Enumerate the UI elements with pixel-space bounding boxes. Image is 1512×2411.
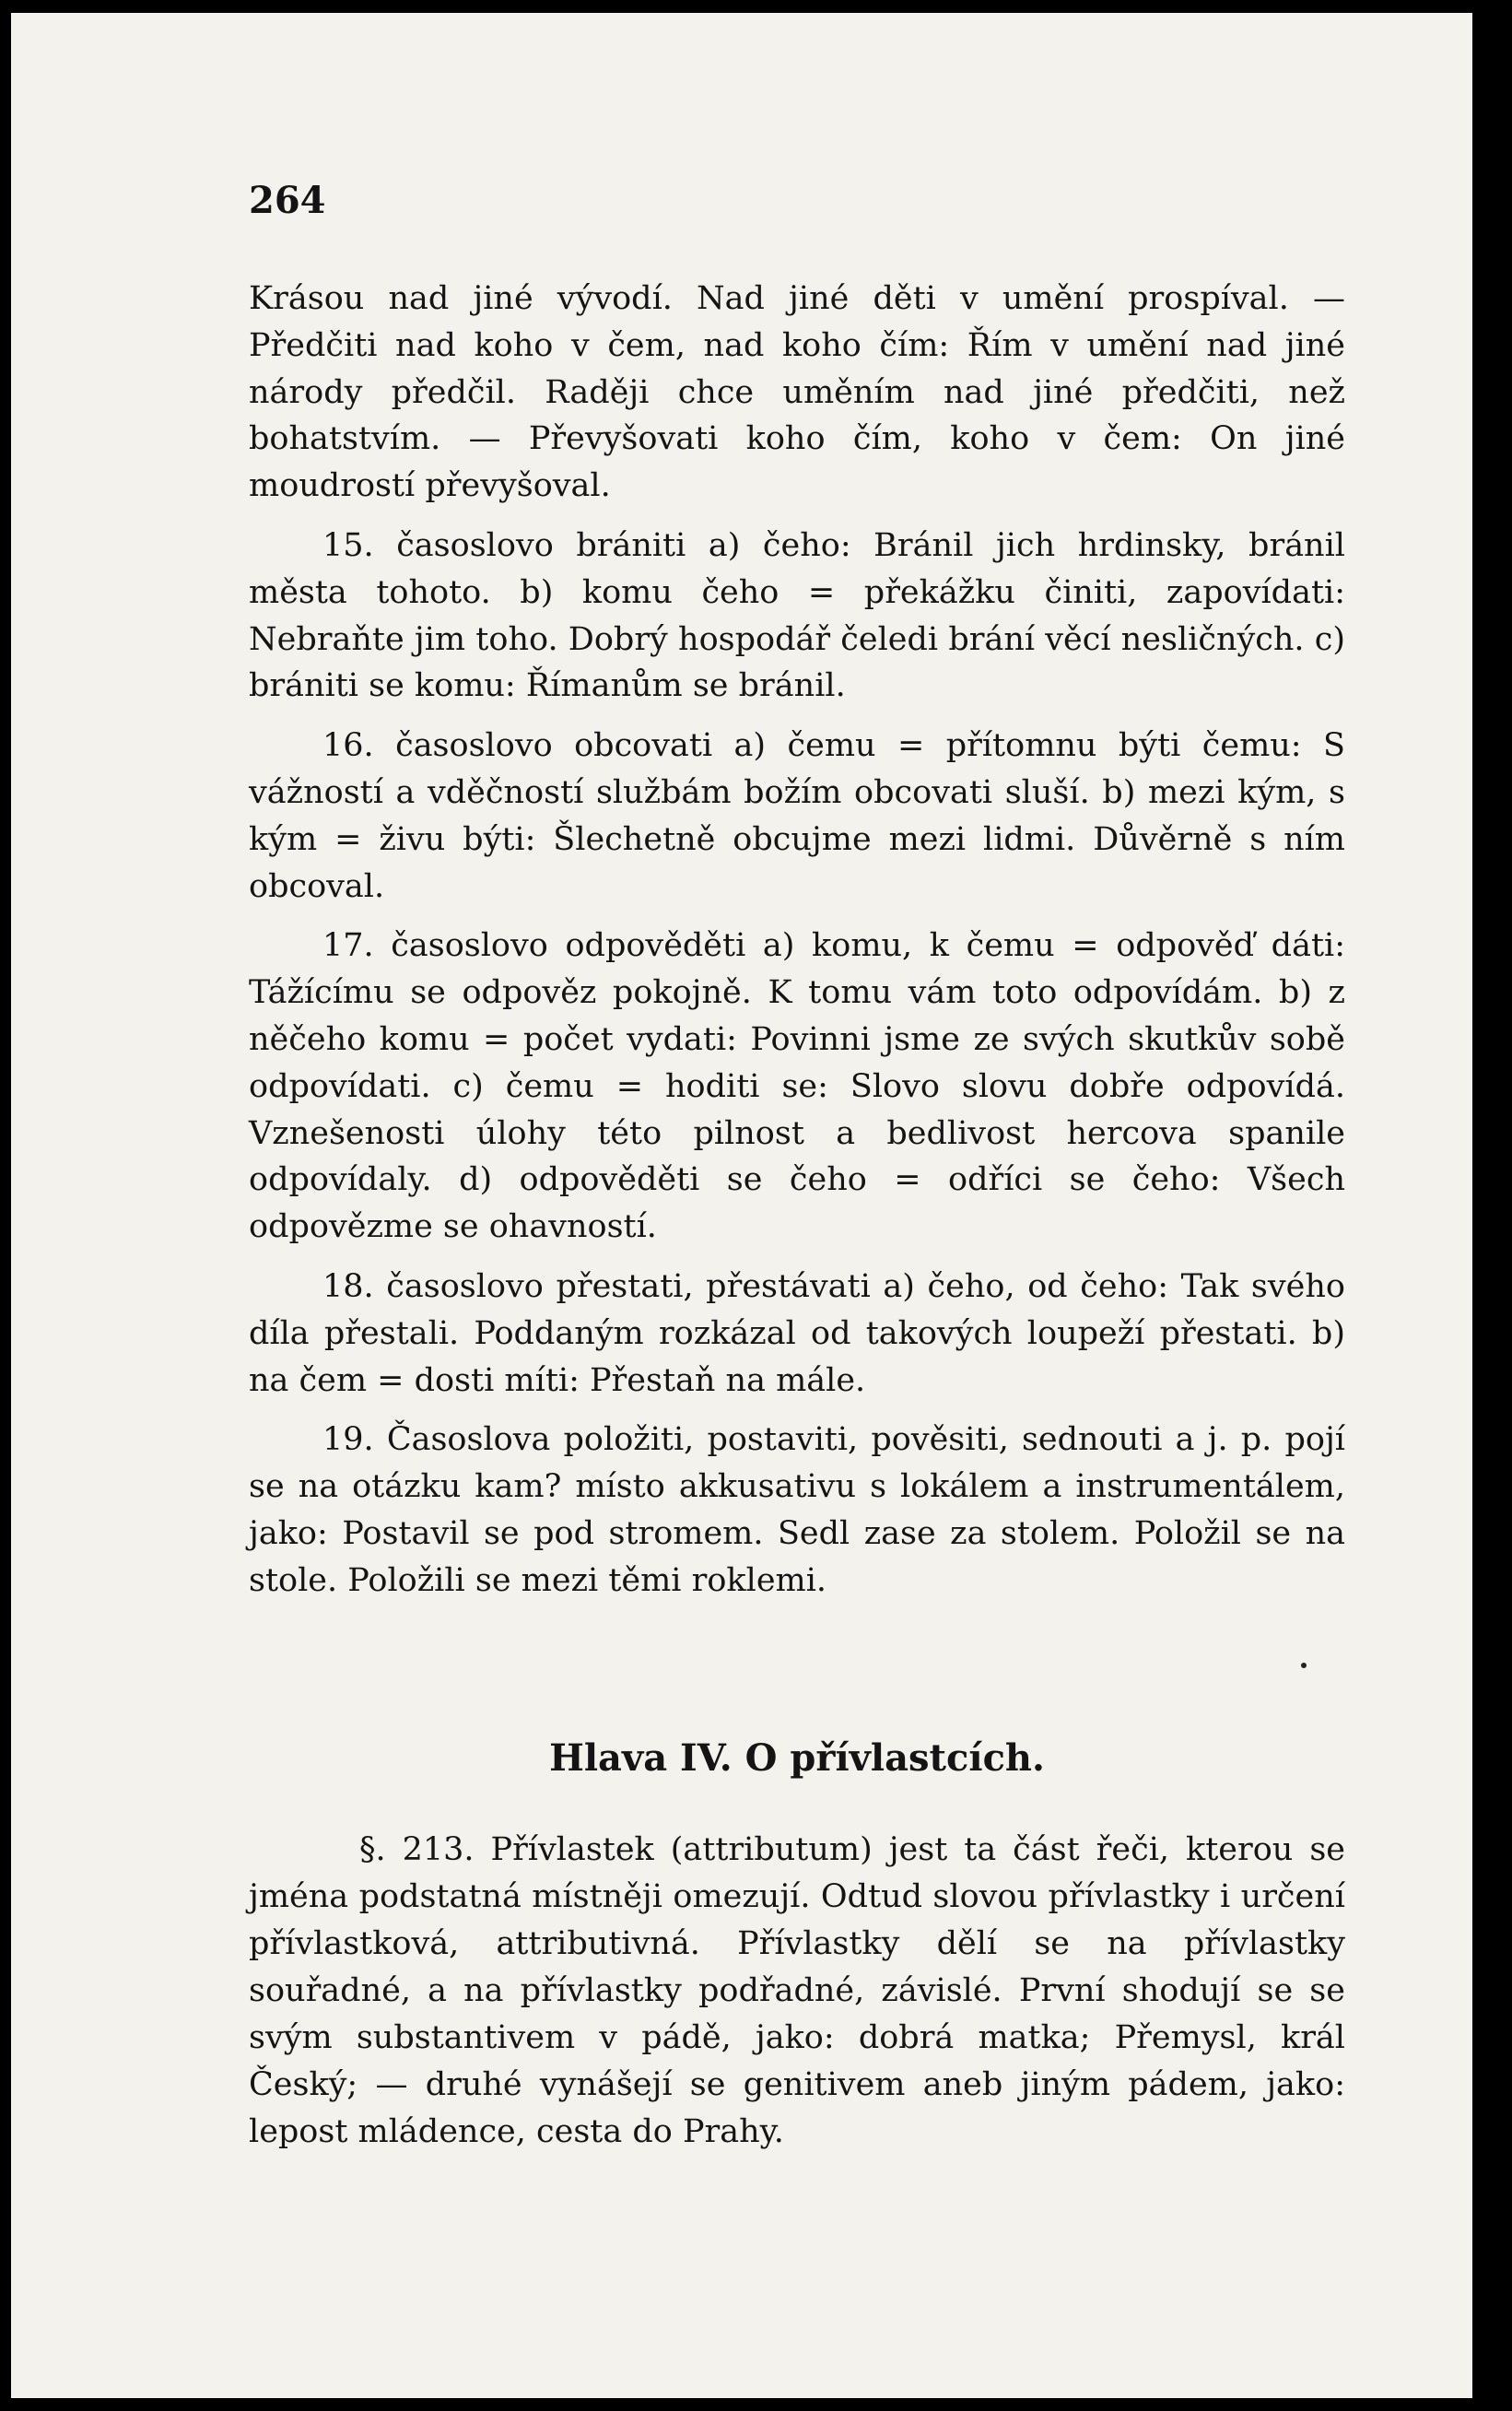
main-text <box>249 276 1345 1605</box>
chapter-heading: Hlava IV. O přívlastcích. <box>549 1736 1045 1780</box>
paragraph-18: 18. časoslovo přestati, přestávati a) čeho, od čeho: Tak svého díla přestali. Poddaným rozkázal od takových loupeží přestati. b) na čem = dosti míti: Přestaň na mále. <box>249 1267 1345 1399</box>
paragraph-intro: Krásou nad jiné vývodí. Nad jiné děti v umění prospíval. — Předčiti nad koho v čem, nad koho čím: Řím v umění nad jiné národy předčil. Raději chce uměním nad jiné předčiti, než bohatstvím. — Převyšovati koho čím, koho v čem: On jiné moudrostí převyšoval. <box>249 280 1345 505</box>
paragraph-16: 16. časoslovo obcovati a) čemu = přítomnu býti čemu: S vážností a vděčností službám božím obcovati sluší. b) mezi kým, s kým = živu býti: Šlechetně obcujme mezi lidmi. Důvěrně s ním obcoval. <box>249 727 1345 905</box>
page-number: 264 <box>249 179 326 222</box>
paragraph-19: 19. Časoslova položiti, postaviti, pověsiti, sednouti a j. p. pojí se na otázku kam? místo akkusativu s lokálem a instrumentálem, jako: Postavil se pod stromem. Sedl zase za stolem. Položil se na stole. Položili se mezi těmi roklemi. <box>249 1421 1345 1599</box>
stray-mark-dot <box>1301 1663 1307 1668</box>
section-213-text <box>249 1827 1345 2156</box>
paragraph-17: 17. časoslovo odpověděti a) komu, k čemu = odpověď dáti: Tážícímu se odpověz pokojně. K tomu vám toto odpovídám. b) z něčeho komu = počet vydati: Povinni jsme ze svých skutkův sobě odpovídati. c) čemu = hoditi se: Slovo slovu dobře odpovídá. Vznešenosti úlohy této pilnost a bedlivost hercova spanile odpovídaly. d) odpověděti se čeho = odříci se čeho: Všech odpovězme se ohavností. <box>249 927 1345 1246</box>
paragraph-213: §. 213. Přívlastek (attributum) jest ta část řeči, kterou se jména podstatná místněji omezují. Odtud slovou přívlastky i určení přívlastková, attributivná. Přívlastky dělí se na přívlastky souřadné, a na přívlastky podřadné, závislé. První shodují se se svým substantivem v pádě, jako: dobrá matka; Přemysl, král Český; — druhé vynášejí se genitivem aneb jiným pádem, jako: lepost mládence, cesta do Prahy. <box>249 1831 1345 2150</box>
book-page <box>11 13 1472 2398</box>
paragraph-15: 15. časoslovo brániti a) čeho: Bránil jich hrdinsky, bránil města tohoto. b) komu čeho = překážku činiti, zapovídati: Nebraňte jim toho. Dobrý hospodář čeledi brání věcí nesličných. c) brániti se komu: Římanům se bránil. <box>249 526 1345 705</box>
